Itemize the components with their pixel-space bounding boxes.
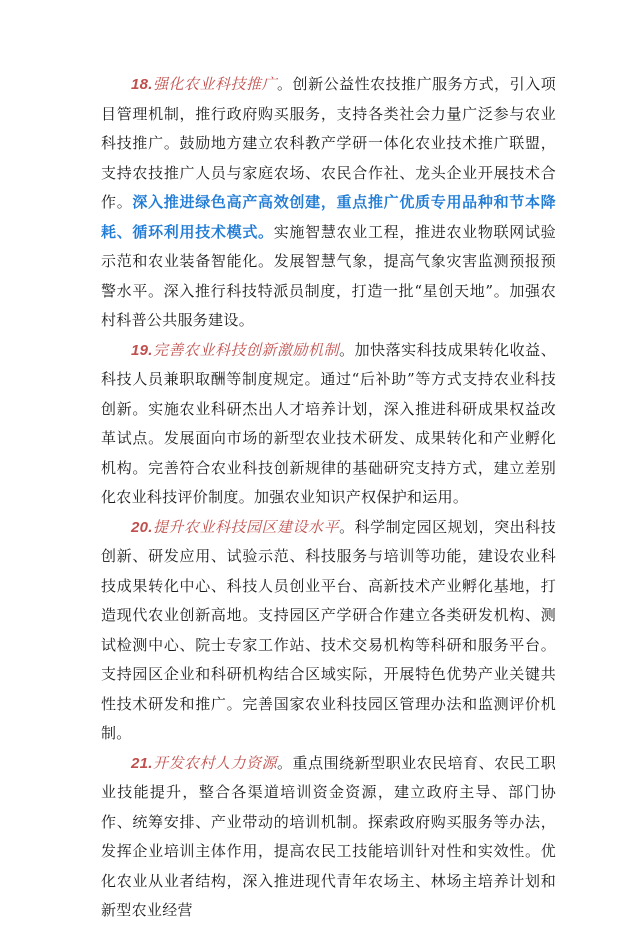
section-number: 18.: [131, 76, 153, 93]
section-heading: [131, 518, 339, 536]
document-page: [101, 70, 556, 926]
section-number: 21.: [131, 754, 153, 772]
section-heading: [131, 754, 277, 772]
section-19: [101, 336, 556, 513]
section-title: 完善农业科技创新激励机制: [152, 340, 340, 359]
emphasized-text: 深入推进绿色高产高效创建，重点推广优质专用品种和节本降耗、循环利用技术模式。: [101, 193, 556, 241]
section-heading: [131, 75, 277, 93]
section-heading: [131, 341, 339, 359]
body-text: 。重点围绕新型职业农民培育、农民工职业技能提升，整合各渠道培训资金资源，建立政府主导、部门协作、统筹安排、产业带动的培训机制。探索政府购买服务等办法，发挥企业培训主体作用，提高农民工技能培训针对性和实效性。优化农业从业者结构，深入推进现代青年农场主、林场主培养计划和新型农业经营: [101, 753, 556, 919]
section-18: [101, 70, 556, 336]
section-number: 19.: [131, 341, 153, 359]
body-text: 实施智慧农业工程，推进农业物联网试验示范和农业装备智能化。发展智慧气象，提高气象灾害监测预报预警水平。深入推行科技特派员制度，打造一批“星创天地”。加强农村科普公共服务建设。: [101, 222, 556, 329]
section-title: 开发农村人力资源: [152, 753, 278, 772]
section-title: 强化农业科技推广: [152, 75, 278, 93]
section-number: 20.: [131, 518, 153, 536]
section-21: [101, 749, 556, 926]
section-title: 提升农业科技园区建设水平: [152, 517, 340, 536]
body-text: 。科学制定园区规划，突出科技创新、研发应用、试验示范、科技服务与培训等功能，建设农业科技成果转化中心、科技人员创业平台、高新技术产业孵化基地，打造现代农业创新高地。支持园区产学研合作建立各类研发机构、测试检测中心、院士专家工作站、技术交易机构等科研和服务平台。支持园区企业和科研机构结合区域实际，开展特色优势产业关键共性技术研发和推广。完善国家农业科技园区管理办法和监测评价机制。: [101, 517, 556, 742]
section-20: [101, 513, 556, 749]
body-text: 。创新公益性农技推广服务方式，引入项目管理机制，推行政府购买服务，支持各类社会力量广泛参与农业科技推广。鼓励地方建立农科教产学研一体化农业技术推广联盟，支持农技推广人员与家庭农场、农民合作社、龙头企业开展技术合作。: [101, 75, 556, 211]
body-text: 。加快落实科技成果转化收益、科技人员兼职取酬等制度规定。通过“后补助”等方式支持农业科技创新。实施农业科研杰出人才培养计划，深入推进科研成果权益改革试点。发展面向市场的新型农业技术研发、成果转化和产业孵化机构。完善符合农业科技创新规律的基础研究支持方式，建立差别化农业科技评价制度。加强农业知识产权保护和运用。: [101, 340, 556, 506]
